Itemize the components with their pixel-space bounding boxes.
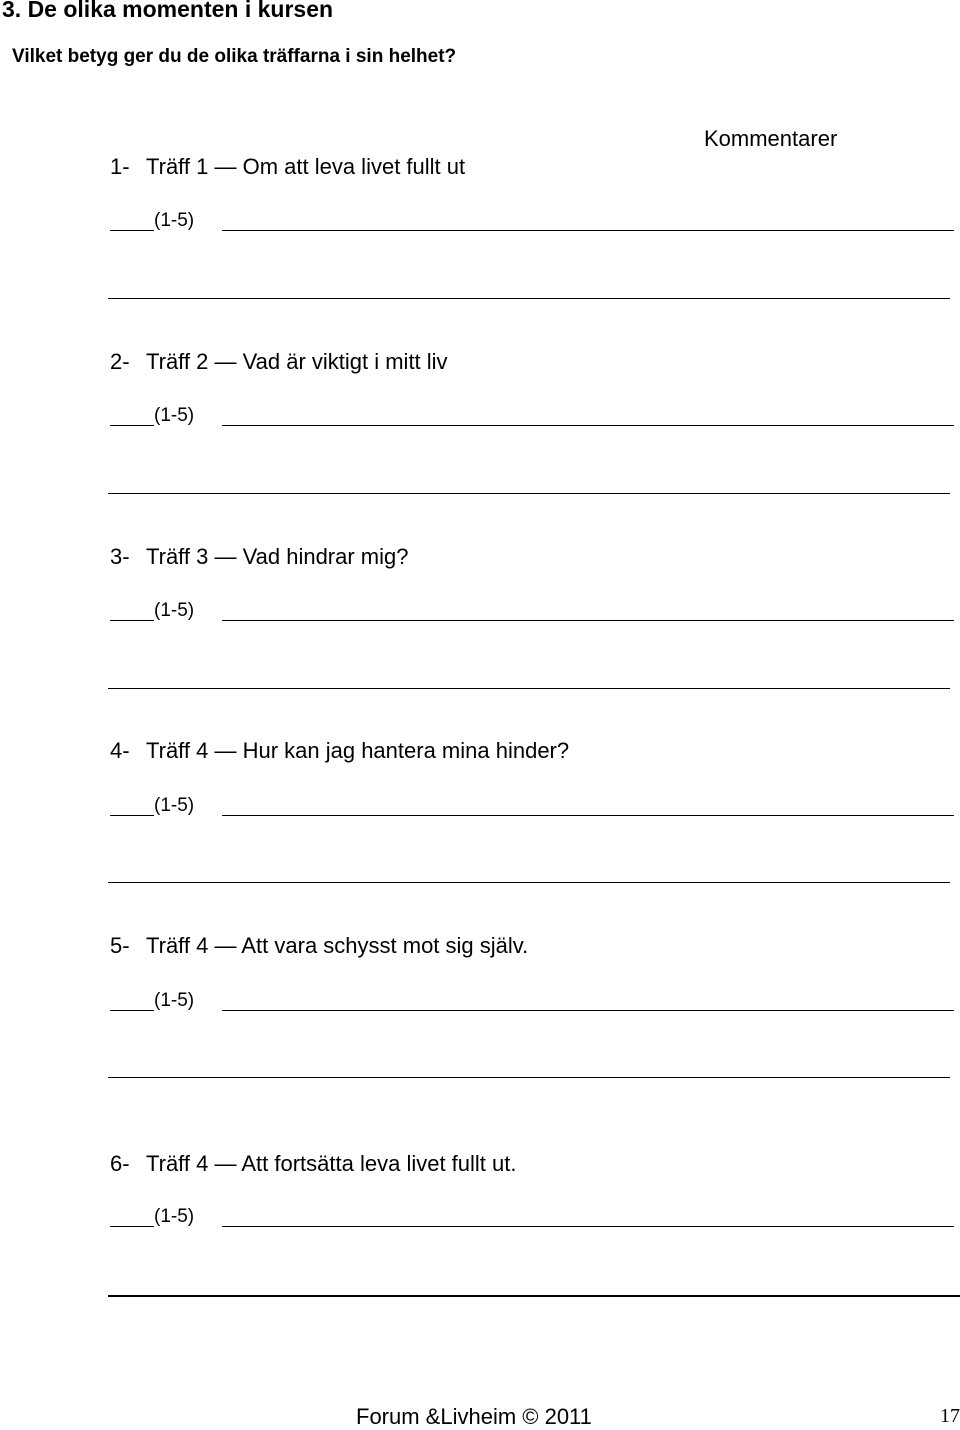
comments-column-label: Kommentarer xyxy=(704,126,838,151)
item-title xyxy=(110,933,528,959)
rating-field[interactable] xyxy=(110,230,154,231)
rating-field[interactable] xyxy=(110,1010,154,1011)
item-title-text: Träff 4 — Att vara schysst mot sig själv. xyxy=(146,933,529,958)
item-title-text: Träff 4 — Hur kan jag hantera mina hinder? xyxy=(146,738,570,763)
comment-line[interactable] xyxy=(222,230,954,231)
rating-field[interactable] xyxy=(110,1226,154,1227)
page-footer: Forum &Livheim © 2011 xyxy=(356,1404,592,1429)
item-title-text: Träff 2 — Vad är viktigt i mitt liv xyxy=(146,349,448,374)
rating-field[interactable] xyxy=(110,620,154,621)
comment-line[interactable] xyxy=(108,688,950,689)
item-title-text: Träff 4 — Att fortsätta leva livet fullt ut. xyxy=(146,1151,517,1176)
comment-line[interactable] xyxy=(108,1077,950,1078)
item-number: 4- xyxy=(110,738,130,763)
rating-label: (1-5) xyxy=(154,210,195,231)
item-number: 3- xyxy=(110,544,130,569)
item-number: 5- xyxy=(110,933,130,958)
comment-line[interactable] xyxy=(222,1226,954,1227)
item-title xyxy=(110,738,569,764)
item-number: 1- xyxy=(110,154,130,179)
item-title-text: Träff 1 — Om att leva livet fullt ut xyxy=(146,154,466,179)
rating-label: (1-5) xyxy=(154,405,195,426)
rating-field[interactable] xyxy=(110,815,154,816)
comment-line[interactable] xyxy=(108,882,950,883)
item-number: 6- xyxy=(110,1151,130,1176)
item-title xyxy=(110,349,448,375)
rating-label: (1-5) xyxy=(154,990,195,1011)
item-title xyxy=(110,544,409,570)
page-number: 17 xyxy=(940,1405,960,1427)
rating-label: (1-5) xyxy=(154,795,195,816)
item-number: 2- xyxy=(110,349,130,374)
item-title-text: Träff 3 — Vad hindrar mig? xyxy=(146,544,409,569)
item-title xyxy=(110,1151,517,1177)
rating-field[interactable] xyxy=(110,425,154,426)
comment-line[interactable] xyxy=(222,425,954,426)
comment-line[interactable] xyxy=(108,493,950,494)
rating-label: (1-5) xyxy=(154,1206,195,1227)
rating-label: (1-5) xyxy=(154,600,195,621)
section-question: Vilket betyg ger du de olika träffarna i sin helhet? xyxy=(12,46,457,67)
comment-line[interactable] xyxy=(222,620,954,621)
comment-line[interactable] xyxy=(222,815,954,816)
comment-line[interactable] xyxy=(108,1295,960,1297)
item-title xyxy=(110,154,465,180)
comment-line[interactable] xyxy=(108,298,950,299)
comment-line[interactable] xyxy=(222,1010,954,1011)
section-heading: 3. De olika momenten i kursen xyxy=(2,0,334,22)
